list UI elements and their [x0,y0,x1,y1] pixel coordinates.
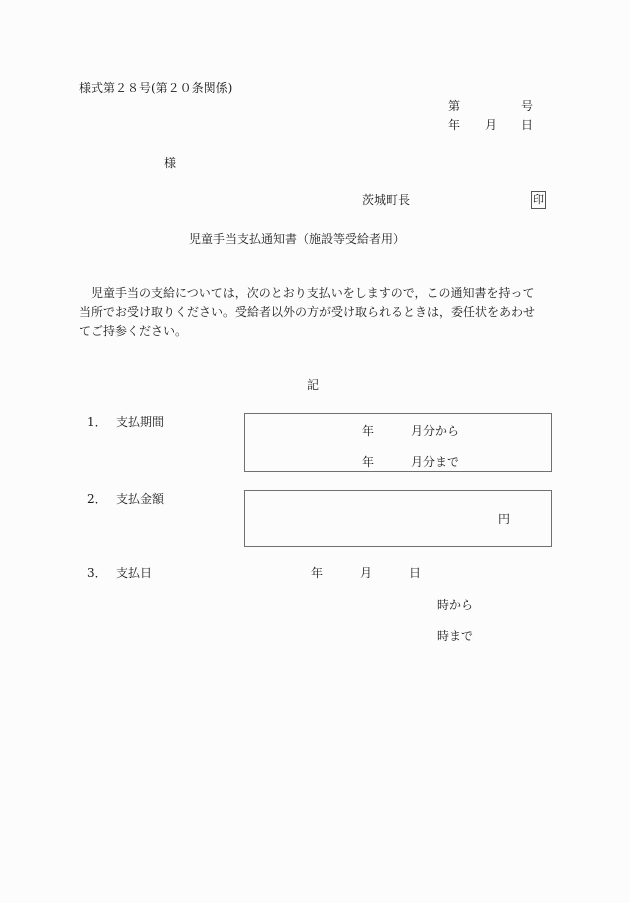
ki-heading: 記 [307,378,320,392]
issuer-title: 茨城町長 [362,193,411,207]
payment-period-box [244,413,552,472]
payday-month: 月 [360,566,373,580]
amount-unit-yen: 円 [498,512,511,526]
period-from-month: 月分から [411,424,460,438]
period-to-month: 月分まで [411,455,460,469]
item-1-label: 支払期間 [116,415,165,429]
date-year-label: 年 [448,118,461,132]
date-day-label: 日 [521,118,534,132]
period-to-year: 年 [362,455,375,469]
payment-amount-box [244,490,552,547]
reference-number-suffix: 号 [521,99,534,113]
addressee-suffix: 様 [164,156,177,170]
form-number: 様式第２８号(第２０条関係) [79,81,233,95]
reference-number-prefix: 第 [448,99,461,113]
payday-year: 年 [311,566,324,580]
date-month-label: 月 [485,118,498,132]
period-from-year: 年 [362,424,375,438]
time-from: 時から [437,598,474,612]
body-line-3: てご持参ください。 [79,324,188,338]
item-1-number: 1． [87,415,107,429]
item-3-number: 3． [87,566,107,580]
body-line-2: 当所でお受け取りください。受給者以外の方が受け取られるときは，委任状をあわせ [79,305,536,319]
item-2-number: 2． [87,492,107,506]
document-title: 児童手当支払通知書（施設等受給者用） [189,232,406,246]
item-3-label: 支払日 [116,566,153,580]
item-2-label: 支払金額 [116,492,165,506]
payday-day: 日 [409,566,422,580]
seal-mark: 印 [531,191,546,209]
time-to: 時まで [437,629,474,643]
body-line-1: 児童手当の支給については，次のとおり支払いをしますので，この通知書を持って [91,286,535,300]
